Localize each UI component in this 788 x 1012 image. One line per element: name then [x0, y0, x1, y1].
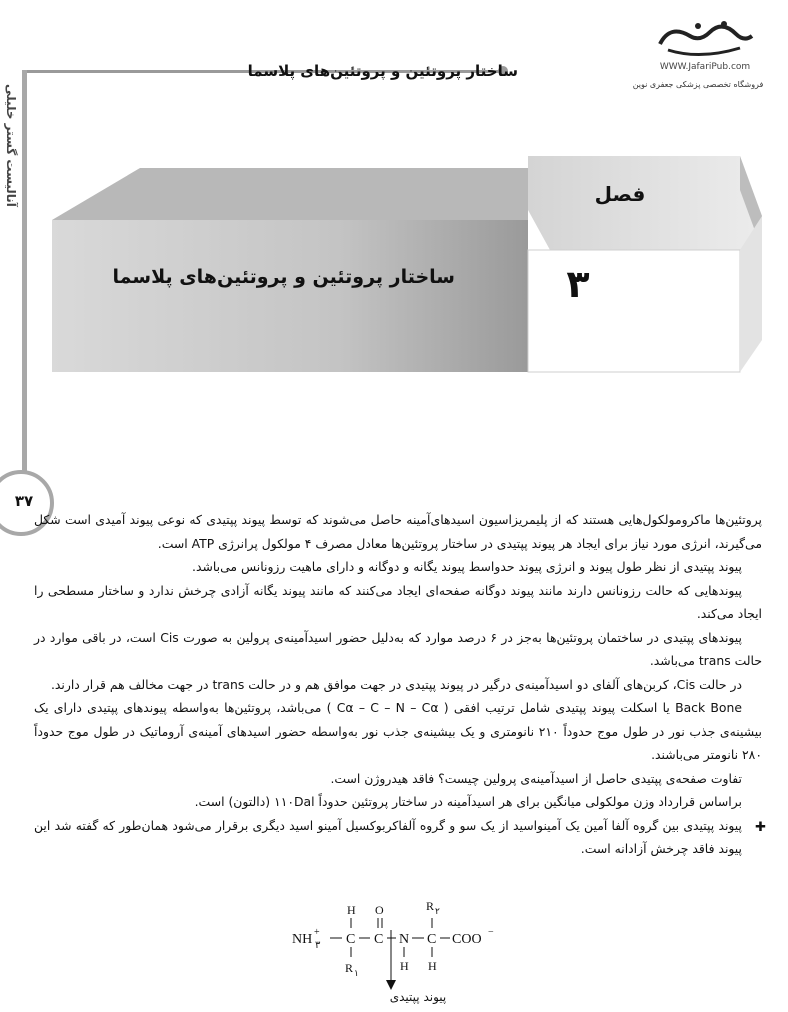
running-title: ساختار پروتئین و پروتئین‌های پلاسما — [247, 62, 518, 80]
paragraph: پیوند پپتیدی از نظر طول پیوند و انرژی پیوند حدواسط پیوند یگانه و دوگانه و دارای ماهیت رزونانس می‌باشد. — [192, 559, 742, 574]
paragraph: Back Bone یا اسکلت پیوند پپتیدی شامل ترتیب افقی ( Cα – C – N – Cα ) می‌باشد، پروتئین‌ها به‌واسطه پیوندهای پپتیدی دارای یک بیشینه‌ی جذب نور در طول موج حدوداً ۲۱۰ نانومتری و یک بیشینه‌ی جذب نور به‌واسطه حضور اسیدهای آمینه‌ی آروماتیک در طول موج حدوداً ۲۸۰ نانومتر می‌باشند. — [34, 700, 762, 762]
c-carbonyl: C — [374, 932, 384, 947]
chapter-number: ۳ — [566, 262, 590, 306]
n-amide: N — [399, 932, 410, 947]
h-top-1: H — [347, 903, 356, 917]
bullet-paragraph — [34, 814, 766, 861]
paragraph: تفاوت صفحه‌ی پپتیدی حاصل از اسیدآمینه‌ی پرولین چیست؟ فاقد هیدروژن است. — [330, 770, 742, 786]
r1-label: R — [345, 961, 354, 975]
paragraph: پیوندهایی که حالت رزونانس دارند مانند پیوند دوگانه صفحه‌ای ایجاد می‌کنند که مانند پیوند یگانه آزادی چرخش ندارد و ساختار مسطحی را ایجاد می‌کند. — [34, 582, 762, 621]
paragraph: پیوند پپتیدی بین گروه آلفا آمین یک آمینواسید از یک سو و گروه آلفاکربوکسیل آمینو اسید دیگری برقرار می‌شود همان‌طور که گفته شد این پیوند فاقد چرخش آزادانه است. — [34, 817, 742, 856]
r1-sub: ۱ — [354, 968, 359, 978]
paragraph: پروتئین‌ها ماکرومولکول‌هایی هستند که از پلیمریزاسیون اسیدهای‌آمینه حاصل می‌شوند که توسط پیوند پپتیدی که نوعی پیوند آمیدی است شکل می‌گیرند، انرژی مورد نیاز برای ایجاد هر پیوند پپتیدی در ساختار پروتئین‌ها معادل مصرف ۴ مولکول پرانرژی ATP است. — [34, 512, 762, 551]
c-alpha-2: C — [427, 932, 437, 947]
h-amide: H — [400, 959, 409, 973]
r2-label: R — [426, 900, 435, 913]
c-alpha-1: C — [346, 932, 356, 947]
r2-sub: ۲ — [435, 906, 440, 916]
logo-mark-icon — [640, 14, 770, 64]
coo-sup: − — [488, 927, 494, 938]
chapter-title: ساختار پروتئین و پروتئین‌های پلاسما — [112, 266, 455, 288]
chapter-label: فصل — [594, 182, 646, 206]
nh3-sub: ۳ — [315, 940, 321, 951]
logo-url: WWW.JafariPub.com — [659, 62, 751, 72]
chapter-banner — [50, 150, 762, 374]
page-number: ۳۷ — [14, 492, 34, 510]
body-text — [34, 508, 766, 861]
h-bottom-2: H — [428, 959, 437, 973]
paragraph: براساس قرارداد وزن مولکولی میانگین برای هر اسیدآمینه در ساختار پروتئین حدوداً ۱۱۰Dal (دالتون) است. — [194, 794, 742, 809]
author-label: آنالیست گستر خلیلی — [4, 84, 18, 207]
o-label: O — [375, 903, 384, 917]
margin-author — [0, 84, 30, 207]
paragraph: در حالت Cis، کربن‌های آلفای دو اسیدآمینه‌ی درگیر در پیوند پپتیدی در جهت موافق هم و در حالت trans در جهت مخالف هم قرار دارند. — [50, 676, 742, 692]
nh3-sup: + — [314, 927, 320, 938]
nh3-label: NH — [292, 932, 313, 947]
diagram-caption: پیوند پپتیدی — [389, 990, 447, 1004]
paragraph: پیوندهای پپتیدی در ساختمان پروتئین‌ها به‌جز در ۶ درصد موارد که به‌دلیل حضور اسیدآمینه‌ی پرولین به صورت Cis است، در باقی موارد در حالت trans می‌باشد. — [34, 629, 762, 668]
coo-label: COO — [452, 932, 482, 947]
logo-subtitle: فروشگاه تخصصی پزشکی جعفری نوین — [632, 80, 764, 89]
bullet-icon: ✚ — [755, 819, 766, 835]
